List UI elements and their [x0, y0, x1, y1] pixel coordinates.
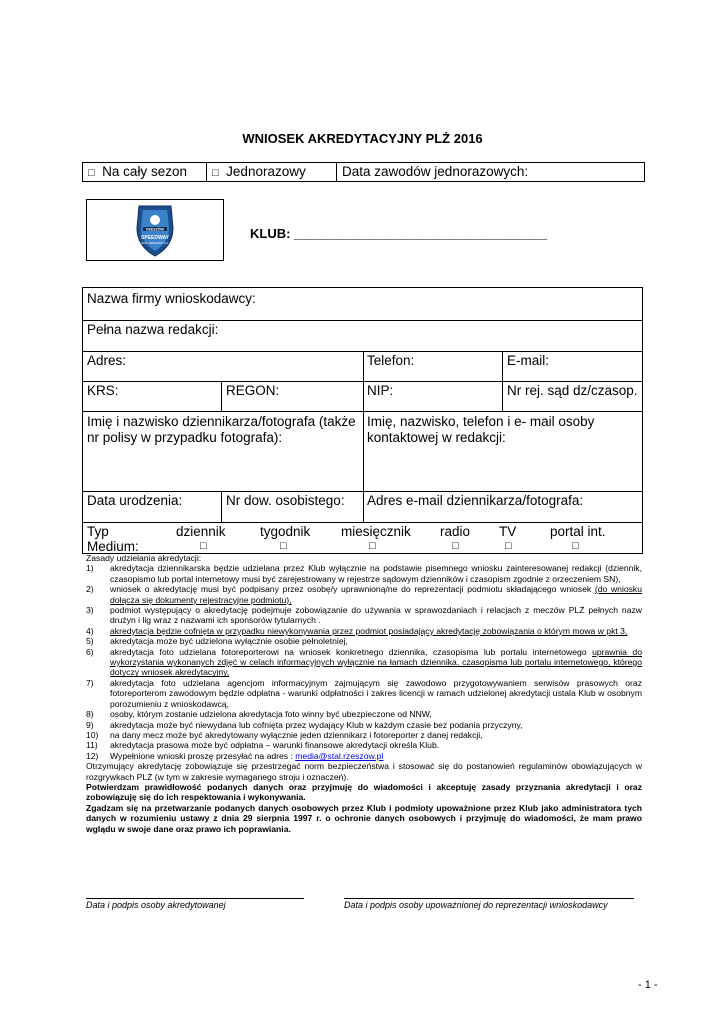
rule-item: 3) podmiot występujący o akredytację podejmuje zobowiązanie do używania w sprawozdaniach i relacjach z meczów PLŻ pełnych nazw drużyn i lig wraz z nazwami ich sponsorów tytularnych .: [86, 605, 642, 626]
rule-item: 9) akredytacja może być niewydana lub cofnięta przez wydający Klub w każdym czasie bez podania przyczyny,: [86, 719, 523, 730]
rules-heading: Zasady udzielania akredytacji:: [86, 553, 202, 563]
contact-person-field[interactable]: Imię, nazwisko, telefon i e- mail osoby kontaktowej w redakcji:: [367, 414, 595, 445]
rule-item: 5) akredytacja może być udzielona wyłącznie osobie pełnoletniej,: [86, 636, 348, 647]
medium-weekly-label: tygodnik: [260, 524, 311, 539]
club-field[interactable]: KLUB: ___________________________________: [250, 226, 548, 241]
season-option[interactable]: □ Na cały sezon: [88, 164, 187, 179]
event-date-label: Data zawodów jednorazowych:: [342, 164, 529, 179]
media-email-link[interactable]: media@stal.rzeszow.pl: [295, 750, 384, 761]
rule-item: 2) wniosek o akredytację musi być podpisany przez osobę/y uprawnioną/ne do reprezentacji podmiotu składającego wniosek (do wniosku dołącza się dokumenty rejestracyjne podmiotu),: [86, 584, 643, 605]
editorial-name-field[interactable]: Pełna nazwa redakcji:: [87, 322, 219, 337]
rule-item: 1) akredytacja dziennikarska będzie udzielana przez Klub wyłącznie na podstawie pisemnego wniosku zainteresowanej redakcji (dziennik, czasopismo lub portal internetowy musi być zarejestrowany w rejestrze sądowym dzienników i czasopism zgodnie z orzeczeniem SN),: [86, 563, 642, 584]
document-title: WNIOSEK AKREDYTACYJNY PLŻ 2016: [242, 131, 483, 146]
rule-item: 10) na dany mecz może być akredytowany wyłącznie jeden dziennikarz i fotoreporter z danej redakcji,: [86, 729, 483, 740]
krs-field[interactable]: KRS:: [87, 383, 119, 398]
regon-field[interactable]: REGON:: [226, 383, 280, 398]
medium-radio-checkbox[interactable]: □: [452, 540, 459, 552]
medium-daily-label: dziennik: [176, 524, 226, 539]
nip-field[interactable]: NIP:: [367, 383, 394, 398]
address-field[interactable]: Adres:: [87, 353, 127, 368]
medium-type-label: Typ: [87, 524, 109, 539]
rule-item: 11) akredytacja prasowa może być odpłatna – warunki finansowe akredytacji określa Klub.: [86, 740, 440, 751]
application-form: [82, 287, 643, 554]
medium-daily-checkbox[interactable]: □: [200, 540, 207, 552]
id-number-field[interactable]: Nr dow. osobistego:: [226, 493, 345, 508]
obligation-text: Otrzymujący akredytację zobowiązuje się przestrzegać norm bezpieczeństwa i stosować się do postanowień regulaminów obowiązujących w rozgrywkach PLŻ (w tym w zakresie wymaganego stroju i oznaczeń).: [86, 761, 642, 782]
signature-representative: Data i podpis osoby upoważnionej do reprezentacji wnioskodawcy: [344, 900, 608, 910]
rule-item: 12) Wypełnione wnioski proszę przesyłać na adres : media@stal.rzeszow.pl: [86, 750, 384, 761]
options-row: [82, 162, 645, 182]
medium-monthly-label: miesięcznik: [341, 524, 411, 539]
logo-box: [86, 199, 224, 261]
medium-tv-checkbox[interactable]: □: [505, 540, 512, 552]
phone-field[interactable]: Telefon:: [367, 353, 415, 368]
birth-date-field[interactable]: Data urodzenia:: [87, 493, 183, 508]
medium-portal-checkbox[interactable]: □: [572, 540, 579, 552]
court-reg-field[interactable]: Nr rej. sąd dz/czasop.: [507, 383, 638, 398]
speedway-logo: [87, 200, 223, 260]
logo-name: SPEEDWAY: [141, 235, 169, 241]
rule-item: 6) akredytacja foto udzielana fotoreporterowi na wniosek konkretnego dziennika, czasopisma lub portalu internetowego uprawnia do wykorzystania wykonanych zdjęć w celach informacyjnych wyłącznie na łamach dziennika, czasopisma lub portalu internetowego, którego dotyczy wniosek akredytacyjny,: [86, 646, 642, 678]
rule-item: 8) osoby, którym zostanie udzielona akredytacja foto winny być ubezpieczone od NNW,: [86, 709, 432, 720]
medium-radio-label: radio: [440, 524, 471, 539]
medium-tv-label: TV: [499, 524, 517, 539]
medium-portal-label: portal int.: [550, 524, 606, 539]
single-checkbox[interactable]: □: [212, 167, 219, 179]
accreditation-rules: [86, 553, 642, 834]
rule-item: 7) akredytacja foto udzielana agencjom informacyjnym zajmującym się zawodowo przygotowywaniem serwisów prasowych oraz fotoreporterom zawodowym będzie odpłatna - warunki odpłatności i zakres licencji w ramach udzielonej akredytacji ustala Klub w osobnym porozumieniu z wnioskodawcą,: [86, 677, 642, 709]
firm-name-field[interactable]: Nazwa firmy wnioskodawcy:: [87, 291, 256, 306]
medium-weekly-checkbox[interactable]: □: [280, 540, 287, 552]
medium-monthly-checkbox[interactable]: □: [369, 540, 376, 552]
journalist-name-field[interactable]: Imię i nazwisko dziennikarza/fotografa (także nr polisy w przypadku fotografa):: [87, 414, 356, 445]
season-checkbox[interactable]: □: [88, 167, 95, 179]
medium-label: Medium:: [87, 539, 139, 554]
journalist-email-field[interactable]: Adres e-mail dziennikarza/fotografa:: [367, 493, 584, 508]
signature-accredited: Data i podpis osoby akredytowanej: [86, 900, 226, 910]
email-field[interactable]: E-mail:: [507, 353, 550, 368]
logo-sub: STAL RZESZÓW S.A.: [141, 241, 169, 245]
confirmation-text: Potwierdzam prawidłowość podanych danych oraz przyjmuję do wiadomości i akceptuję zasady przyznania akredytacji i oraz zobowiązuję się do ich respektowania i wykonywania.: [86, 781, 642, 803]
consent-text: Zgadzam się na przetwarzanie podanych danych osobowych przez Klub i podmioty upoważnione przez Klub jako administratora tych danych w rozumieniu ustawy z dnia 29 sierpnia 1997 r. o ochronie danych osobowych i przyjmuję do wiadomości, że mam prawo wglądu w swoje dane oraz prawo ich poprawiania.: [86, 802, 642, 834]
rule-item: 4) akredytacja będzie cofnięta w przypadku niewykonywania przez podmiot posiadający akredytację zobowiązania o którym mowa w pkt 3,: [86, 625, 628, 636]
logo-city: RZESZÓW: [146, 227, 164, 232]
single-option[interactable]: □ Jednorazowy: [212, 164, 306, 179]
page-number: - 1 -: [638, 979, 658, 991]
